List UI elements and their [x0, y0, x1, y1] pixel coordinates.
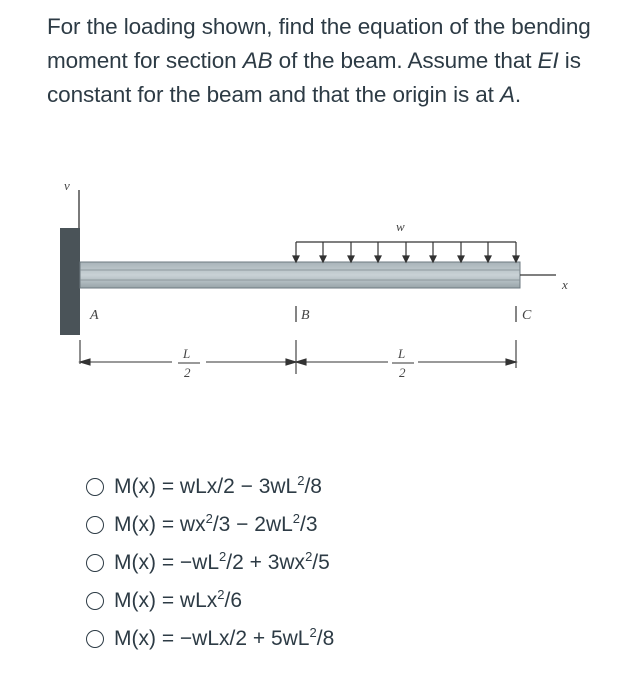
- option-label: $M(x) = wLx/2 - 3wL^2/8$: [114, 473, 322, 498]
- section-label: AB: [242, 48, 273, 73]
- answer-options: [86, 468, 334, 658]
- point-label-a: A: [90, 308, 99, 323]
- radio-button[interactable]: [86, 554, 104, 572]
- beam: [80, 262, 520, 288]
- option-label: M(x) = wLx$^2$/6: [114, 587, 243, 612]
- dim-right-denominator: 2: [399, 365, 406, 380]
- point-label-c: C: [522, 308, 532, 323]
- beam-diagram: [0, 170, 628, 390]
- answer-option[interactable]: [86, 582, 334, 620]
- answer-option[interactable]: [86, 506, 334, 544]
- x-axis-label: x: [562, 277, 568, 292]
- dim-right-numerator: L: [398, 346, 406, 361]
- option-label: $M(x) = wx^2/3 - 2wL^2/3$: [114, 511, 318, 536]
- fixed-wall: [60, 228, 80, 335]
- distributed-load: [293, 242, 519, 262]
- v-axis-label: v: [64, 178, 70, 193]
- dim-left-denominator: 2: [184, 365, 191, 380]
- radio-button[interactable]: [86, 630, 104, 648]
- ei-label: EI: [537, 48, 559, 73]
- question-text: For the loading shown, find the equation of the bending moment for section AB of the beam. Assume that EI is constant for the beam and that the origin is at A.: [47, 14, 591, 107]
- load-label-w: w: [396, 219, 405, 234]
- answer-option[interactable]: [86, 468, 334, 506]
- radio-button[interactable]: [86, 478, 104, 496]
- answer-option[interactable]: [86, 544, 334, 582]
- radio-button[interactable]: [86, 516, 104, 534]
- radio-button[interactable]: [86, 592, 104, 610]
- answer-option[interactable]: [86, 620, 334, 658]
- dim-left-numerator: L: [183, 346, 191, 361]
- origin-label: A: [499, 82, 515, 107]
- option-label: $M(x) = -wL^2/2 + 3wx^2/5$: [114, 549, 330, 574]
- option-label: $M(x) = -wLx/2 + 5wL^2/8$: [114, 625, 335, 650]
- point-label-b: B: [301, 308, 310, 323]
